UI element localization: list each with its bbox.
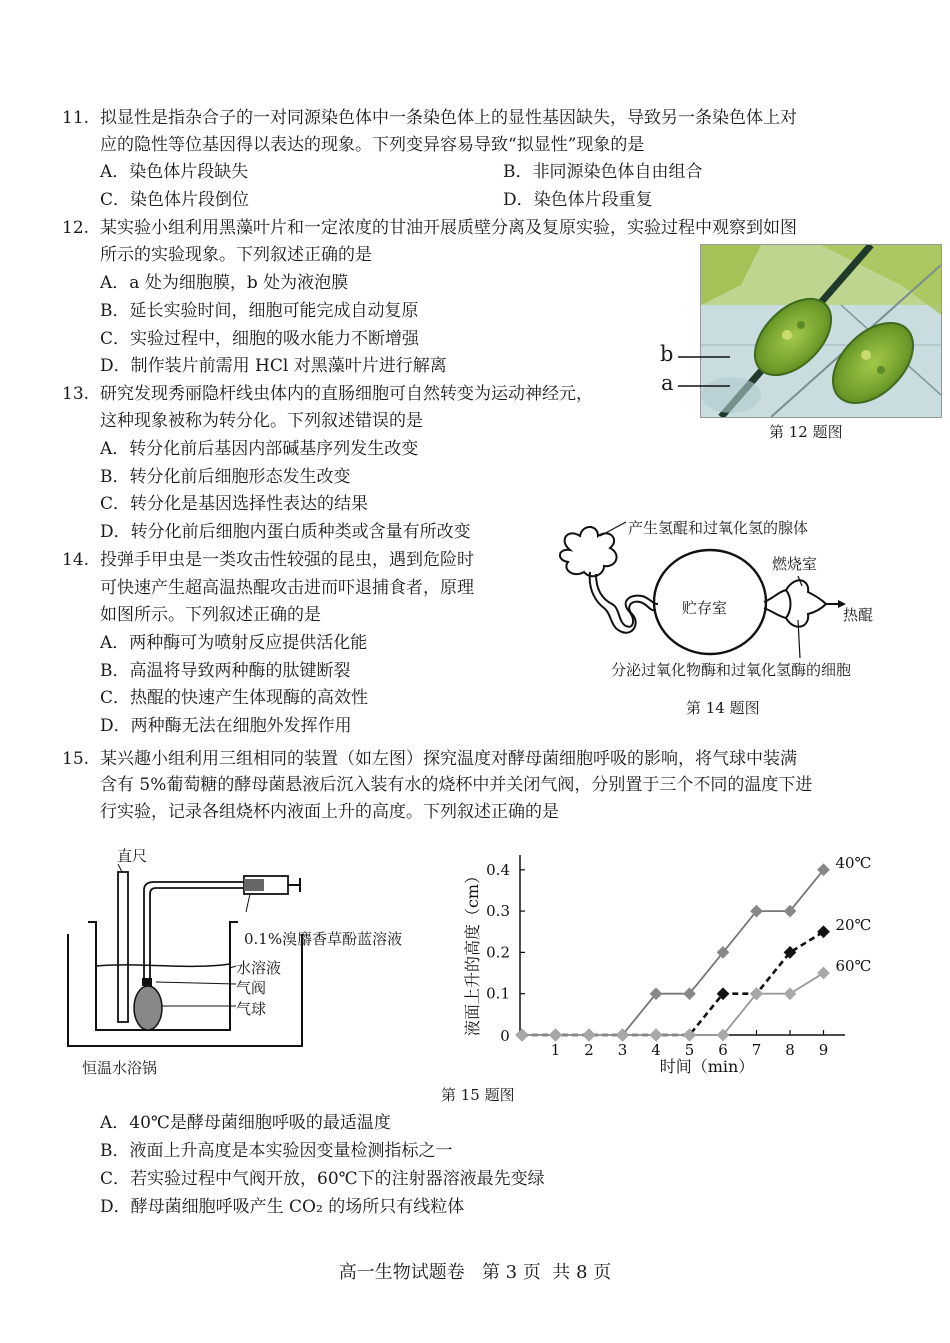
q12-option-a: A．a 处为细胞膜，b 处为液泡膜 <box>100 273 349 293</box>
chart-y-tick-label: 0.2 <box>486 943 510 962</box>
chart-series-label: 60℃ <box>835 957 872 976</box>
q11-option-d: D．染色体片段重复 <box>503 190 653 210</box>
q13-stem-line1: 研究发现秀丽隐杆线虫体内的直肠细胞可自然转变为运动神经元， <box>100 384 593 404</box>
page-footer: 高一生物试题卷 第 3 页 共 8 页 <box>338 1262 612 1283</box>
q15-stem-line2: 含有 5%葡萄糖的酵母菌悬液后沉入装有水的烧杯中并关闭气阀，分别置于三个不同的温度下进 <box>100 775 813 795</box>
q12-label-a: a <box>661 371 674 395</box>
apparatus-label-balloon: 气球 <box>236 1000 267 1018</box>
chart-x-tick-label: 9 <box>818 1041 829 1059</box>
q14-figure-caption: 第 14 题图 <box>686 699 760 717</box>
q14-label-combustion-chamber: 燃烧室 <box>772 555 818 573</box>
apparatus-label-water: 水溶液 <box>236 959 282 977</box>
q14-label-storage-chamber: 贮存室 <box>682 599 728 617</box>
q12-stem-line1: 某实验小组利用黑藻叶片和一定浓度的甘油开展质壁分离及复原实验，实验过程中观察到如图 <box>100 218 797 238</box>
q11-option-b: B．非同源染色体自由组合 <box>503 162 703 182</box>
chart-x-tick-label: 1 <box>550 1041 561 1059</box>
chart-y-tick-label: 0.3 <box>486 902 510 921</box>
q11-option-c: C．染色体片段倒位 <box>100 190 250 210</box>
q12-number: 12. <box>62 218 90 238</box>
q15-number: 15. <box>62 749 90 769</box>
q13-number: 13. <box>62 384 90 404</box>
q13-option-a: A．转分化前后基因内部碱基序列发生改变 <box>100 439 419 459</box>
q14-stem-line3: 如图所示。下列叙述正确的是 <box>100 605 321 625</box>
chart-series-label: 40℃ <box>835 853 872 872</box>
q12-option-d: D．制作装片前需用 HCl 对黑藻叶片进行解离 <box>100 356 447 376</box>
q11-stem-line1: 拟显性是指杂合子的一对同源染色体中一条染色体上的显性基因缺失，导致另一条染色体上对 <box>100 108 797 128</box>
q14-stem-line2: 可快速产生超高温热醌攻击进而吓退捕食者，原理 <box>100 578 474 598</box>
chart-x-tick-label: 5 <box>684 1041 695 1059</box>
chart-data-point <box>784 987 797 1000</box>
q15-option-a: A．40℃是酵母菌细胞呼吸的最适温度 <box>100 1113 391 1133</box>
chart-x-tick-label: 2 <box>584 1041 594 1059</box>
chart-x-tick-label: 3 <box>617 1041 628 1059</box>
q14-option-c: C．热醌的快速产生体现酶的高效性 <box>100 688 369 708</box>
q13-option-d: D．转分化前后细胞内蛋白质种类或含量有所改变 <box>100 522 471 542</box>
chart-x-tick-label: 8 <box>785 1041 795 1059</box>
q13-option-b: B．转分化前后细胞形态发生改变 <box>100 467 351 487</box>
q15-option-d: D．酵母菌细胞呼吸产生 CO₂ 的场所只有线粒体 <box>100 1197 465 1217</box>
chart-series-line <box>522 973 824 1035</box>
chart-origin-label: 0 <box>500 1027 510 1045</box>
q12-stem-line2: 所示的实验现象。下列叙述正确的是 <box>100 245 372 265</box>
chart-y-tick-label: 0.4 <box>486 860 510 879</box>
chart-x-tick-label: 7 <box>751 1041 762 1059</box>
apparatus-diagram <box>60 850 380 1050</box>
micrograph-elodea-cells <box>700 244 942 418</box>
chart-x-tick-label: 6 <box>718 1041 728 1059</box>
q13-option-c: C．转分化是基因选择性表达的结果 <box>100 494 369 514</box>
apparatus-label-reagent: 0.1%溴麝香草酚蓝溶液 <box>244 930 403 948</box>
q15-figure-caption: 第 15 题图 <box>441 1086 515 1104</box>
chart-y-tick-label: 0.1 <box>486 984 510 1003</box>
q15-option-c: C．若实验过程中气阀开放，60℃下的注射器溶液最先变绿 <box>100 1169 545 1189</box>
chart-xlabel: 时间（min） <box>659 1057 755 1076</box>
chart-data-point <box>650 1029 663 1042</box>
liquid-level-chart <box>440 840 900 1085</box>
q14-label-enzyme-cells: 分泌过氧化物酶和过氧化氢酶的细胞 <box>611 661 852 679</box>
q14-option-b: B．高温将导致两种酶的肽键断裂 <box>100 661 351 681</box>
q15-stem-line3: 行实验，记录各组烧杯内液面上升的高度。下列叙述正确的是 <box>100 802 559 822</box>
q14-number: 14. <box>62 550 90 570</box>
q11-number: 11. <box>62 108 90 128</box>
apparatus-label-ruler: 直尺 <box>117 847 148 865</box>
q12-option-b: B．延长实验时间，细胞可能完成自动复原 <box>100 301 419 321</box>
q12-figure-caption: 第 12 题图 <box>769 423 843 441</box>
q13-stem-line2: 这种现象被称为转分化。下列叙述错误的是 <box>100 411 423 431</box>
q12-option-c: C．实验过程中，细胞的吸水能力不断增强 <box>100 329 420 349</box>
q14-option-d: D．两种酶无法在细胞外发挥作用 <box>100 716 352 736</box>
chart-data-point <box>817 925 830 938</box>
q14-label-hot-quinone: 热醌 <box>843 606 874 624</box>
chart-ylabel: 液面上升的高度（cm） <box>463 867 482 1037</box>
q12-label-b: b <box>660 342 674 366</box>
chart-data-point <box>817 967 830 980</box>
chart-data-point <box>549 1029 562 1042</box>
q14-label-gland: 产生氢醌和过氧化氢的腺体 <box>628 519 809 537</box>
apparatus-label-valve: 气阀 <box>236 979 267 997</box>
q15-stem-line1: 某兴趣小组利用三组相同的装置（如左图）探究温度对酵母菌细胞呼吸的影响，将气球中装满 <box>100 749 797 769</box>
chart-series-line <box>522 870 824 1035</box>
q11-option-a: A．染色体片段缺失 <box>100 162 249 182</box>
chart-series-label: 20℃ <box>835 915 872 934</box>
q11-stem-line2: 应的隐性等位基因得以表达的现象。下列变异容易导致“拟显性”现象的是 <box>100 135 645 155</box>
chart-data-point <box>583 1029 596 1042</box>
apparatus-label-water-bath: 恒温水浴锅 <box>82 1059 158 1077</box>
q14-option-a: A．两种酶可为喷射反应提供活化能 <box>100 633 368 653</box>
q15-option-b: B．液面上升高度是本实验因变量检测指标之一 <box>100 1141 453 1161</box>
chart-data-point <box>516 1029 529 1042</box>
chart-series-line <box>522 932 824 1035</box>
q14-stem-line1: 投弹手甲虫是一类攻击性较强的昆虫，遇到危险时 <box>100 550 474 570</box>
chart-x-tick-label: 4 <box>651 1041 661 1059</box>
